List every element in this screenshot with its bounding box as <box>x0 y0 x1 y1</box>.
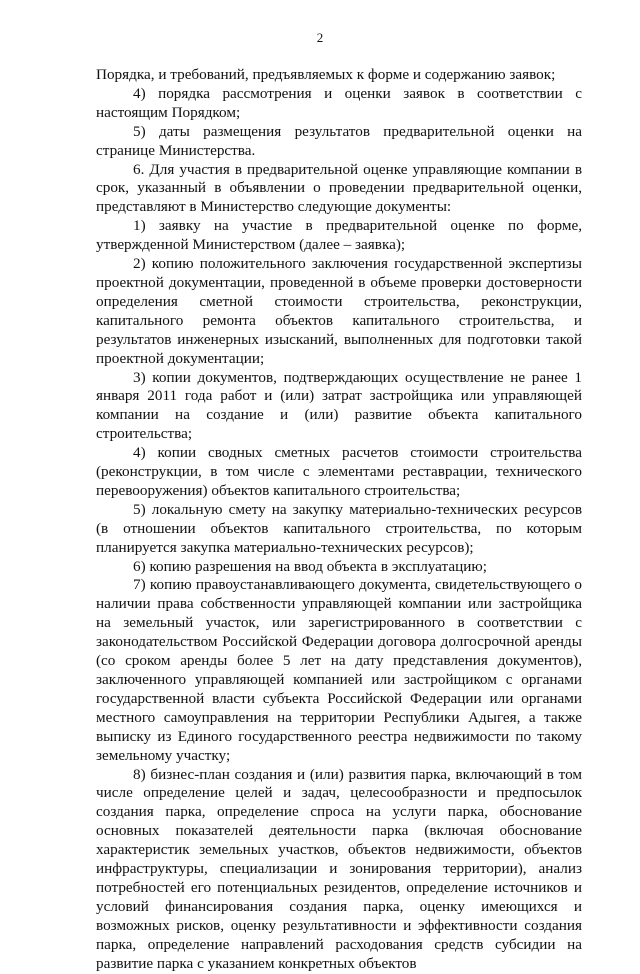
paragraph-doc-4: 4) копии сводных сметных расчетов стоимости строительства (реконструкции, в том числе с элементами реставрации, технического перевооружения) объектов капитального строительства; <box>96 444 582 499</box>
paragraph-doc-5: 5) локальную смету на закупку материально-технических ресурсов (в отношении объектов капитального строительства, по которым планируется закупка материально-технических ресурсов); <box>96 500 582 556</box>
paragraph-doc-2: 2) копию положительного заключения государственной экспертизы проектной документации, проведенной в объеме проверки достоверности определения сметной стоимости строительства, реконструкции, капитального ремонта объектов капитального строительства, и результатов инженерных изысканий, выполненных для подготовки такой проектной документации; <box>96 255 582 367</box>
paragraph-doc-6: 6) копию разрешения на ввод объекта в эксплуатацию; <box>133 557 487 575</box>
document-body <box>96 66 582 974</box>
paragraph-doc-1: 1) заявку на участие в предварительной оценке по форме, утвержденной Министерством (далее – заявка); <box>96 217 582 254</box>
paragraph-continuation: Порядка, и требований, предъявляемых к форме и содержанию заявок; <box>96 66 556 83</box>
paragraph-item-4: 4) порядка рассмотрения и оценки заявок в соответствии с настоящим Порядком; <box>96 84 582 121</box>
paragraph-doc-7: 7) копию правоустанавливающего документа, свидетельствующего о наличии права собственности управляющей компании или застройщика на земельный участок, или зарегистрированного в соответствии с законодательством Российской Федерации договора долгосрочной аренды (со сроком аренды более 5 лет на дату представления документов), заключенного управляющей компанией или застройщиком с органами государственной власти субъекта Российской Федерации или органами местного самоуправления на территории Республики Адыгея, а также выписку из Единого государственного реестра недвижимости по такому земельному участку; <box>96 576 582 764</box>
paragraph-clause-6: 6. Для участия в предварительной оценке управляющие компании в срок, указанный в объявлении о проведении предварительной оценки, представляют в Министерство следующие документы: <box>96 160 582 216</box>
paragraph-doc-3: 3) копии документов, подтверждающих осуществление не ранее 1 января 2011 года работ и (или) затрат застройщика или управляющей компании на создание и (или) развитие объекта капитального строительства; <box>96 368 582 443</box>
paragraph-doc-8: 8) бизнес-план создания и (или) развития парка, включающий в том числе определение целей и задач, целесообразности и предпосылок создания парка, определение спроса на услуги парка, обоснование основных показателей деятельности парка (включая обоснование характеристик земельных участков, объектов недвижимости, объектов инфраструктуры, специализации и зонирования территории), анализ потребностей его потенциальных резидентов, определение источников и условий финансирования создания парка, оценку имеющихся и возможных рисков, оценку результативности и эффективности создания парка, определение направлений расходования средств субсидии на развитие парка с указанием конкретных объектов <box>96 765 582 972</box>
page-number: 2 <box>316 30 324 45</box>
paragraph-item-5: 5) даты размещения результатов предварительной оценки на странице Министерства. <box>96 122 582 159</box>
